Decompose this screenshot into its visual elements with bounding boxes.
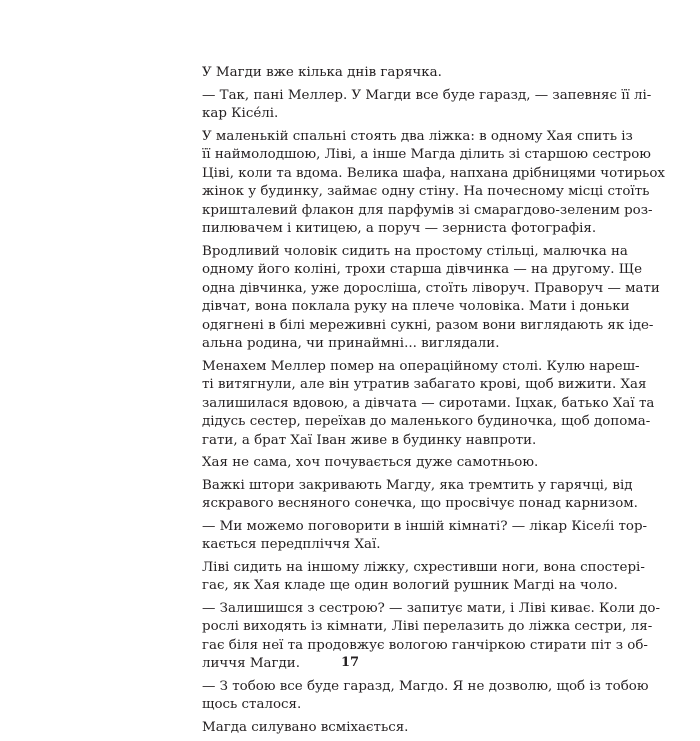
paragraph	[178, 454, 544, 473]
text-line: одному його коліні, трохи старша дівчинка — на другому. Ще	[202, 262, 643, 277]
text-line: кар Кісе́лі.	[202, 106, 279, 121]
text-line: У Магди вже кілька днів гарячка.	[202, 65, 442, 80]
paragraph	[178, 678, 649, 715]
text-line: щось сталося.	[202, 697, 302, 712]
paragraph	[178, 64, 544, 83]
text-line: Хая не сама, хоч почувається дуже самотньою.	[202, 455, 539, 470]
paragraph	[178, 358, 655, 451]
text-line: — Ми можемо поговорити в іншій кімнаті? — лікар Кісел́і тор-	[202, 518, 648, 534]
text-line: кришталевий флакон для парфумів зі смарагдово-зеленим роз-	[202, 202, 653, 218]
text-line: Ліві сидить на іншому ліжку, схрестивши ноги, вона спостері-	[202, 559, 645, 575]
text-line: пилювачем і китицею, а поруч — зерниста фотографія.	[202, 221, 597, 236]
text-line: яскравого весняного сонечка, що просвічує понад карнизом.	[202, 496, 638, 511]
text-line: гає, як Хая кладе ще один вологий рушник Магді на чоло.	[202, 578, 618, 593]
text-line: її наймолодшою, Ліві, а інше Магда ділить зі старшою сестрою	[202, 147, 651, 162]
text-line: — З тобою все буде гаразд, Магдо. Я не дозволю, щоб із тобою	[202, 678, 649, 694]
text-line: гати, а брат Хаї Іван живе в будинку навпроти.	[202, 432, 537, 448]
text-line: дідусь сестер, переїхав до маленького будиночка, щоб допома-	[202, 414, 651, 429]
text-line: залишилася вдовою, а дівчата — сиротами. Іцхак, батько Хаї та	[202, 395, 655, 411]
text-line: ті витягнули, але він утратив забагато крові, щоб вижити. Хая	[202, 377, 647, 392]
paragraph	[178, 477, 638, 514]
paragraph	[178, 719, 544, 738]
text-line: альна родина, чи принаймні... виглядали.	[202, 336, 500, 351]
text-line: рослі виходять із кімнати, Ліві перелазить до ліжка сестри, ля-	[202, 619, 653, 634]
paragraph	[178, 559, 645, 596]
text-line: Вродливий чоловік сидить на простому стільці, малючка на	[202, 243, 628, 259]
text-line: дівчат, вона поклала руку на плече чоловіка. Мати і доньки	[202, 299, 630, 314]
body-text	[178, 64, 665, 741]
text-line: гає біля неї та продовжує вологою ганчіркою стирати піт з об-	[202, 637, 648, 653]
text-line: — Залишишся з сестрою? — запитує мати, і Ліві киває. Коли до-	[202, 600, 660, 616]
text-line: личчя Магди.	[202, 656, 300, 671]
text-line: одягнені в білі мереживні сукні, разом вони виглядають як іде-	[202, 317, 654, 333]
text-line: кається передпліччя Хаї.	[202, 537, 381, 552]
text-line: У маленькій спальні стоять два ліжка: в одному Хая спить із	[202, 128, 633, 144]
text-line: — Так, пані Меллер. У Магди все буде гаразд, — запевняє її лі-	[202, 87, 652, 103]
text-line: Магда силувано всміхається.	[202, 719, 409, 735]
page-number: 17	[340, 655, 360, 670]
text-line: одна дівчинка, уже доросліша, стоїть ліворуч. Праворуч — мати	[202, 280, 660, 296]
paragraph	[178, 518, 648, 555]
paragraph	[178, 128, 665, 239]
paragraph	[178, 87, 652, 124]
text-line: Менахем Меллер помер на операційному столі. Кулю нареш-	[202, 358, 640, 374]
text-line: Важкі штори закривають Магду, яка тремтить у гарячці, від	[202, 477, 633, 493]
text-line: жінок у будинку, займає одну стіну. На почесному місці стоїть	[202, 184, 650, 199]
paragraph	[178, 243, 660, 354]
text-line: Ціві, коли та вдома. Велика шафа, напхана дрібницями чотирьох	[202, 165, 665, 181]
